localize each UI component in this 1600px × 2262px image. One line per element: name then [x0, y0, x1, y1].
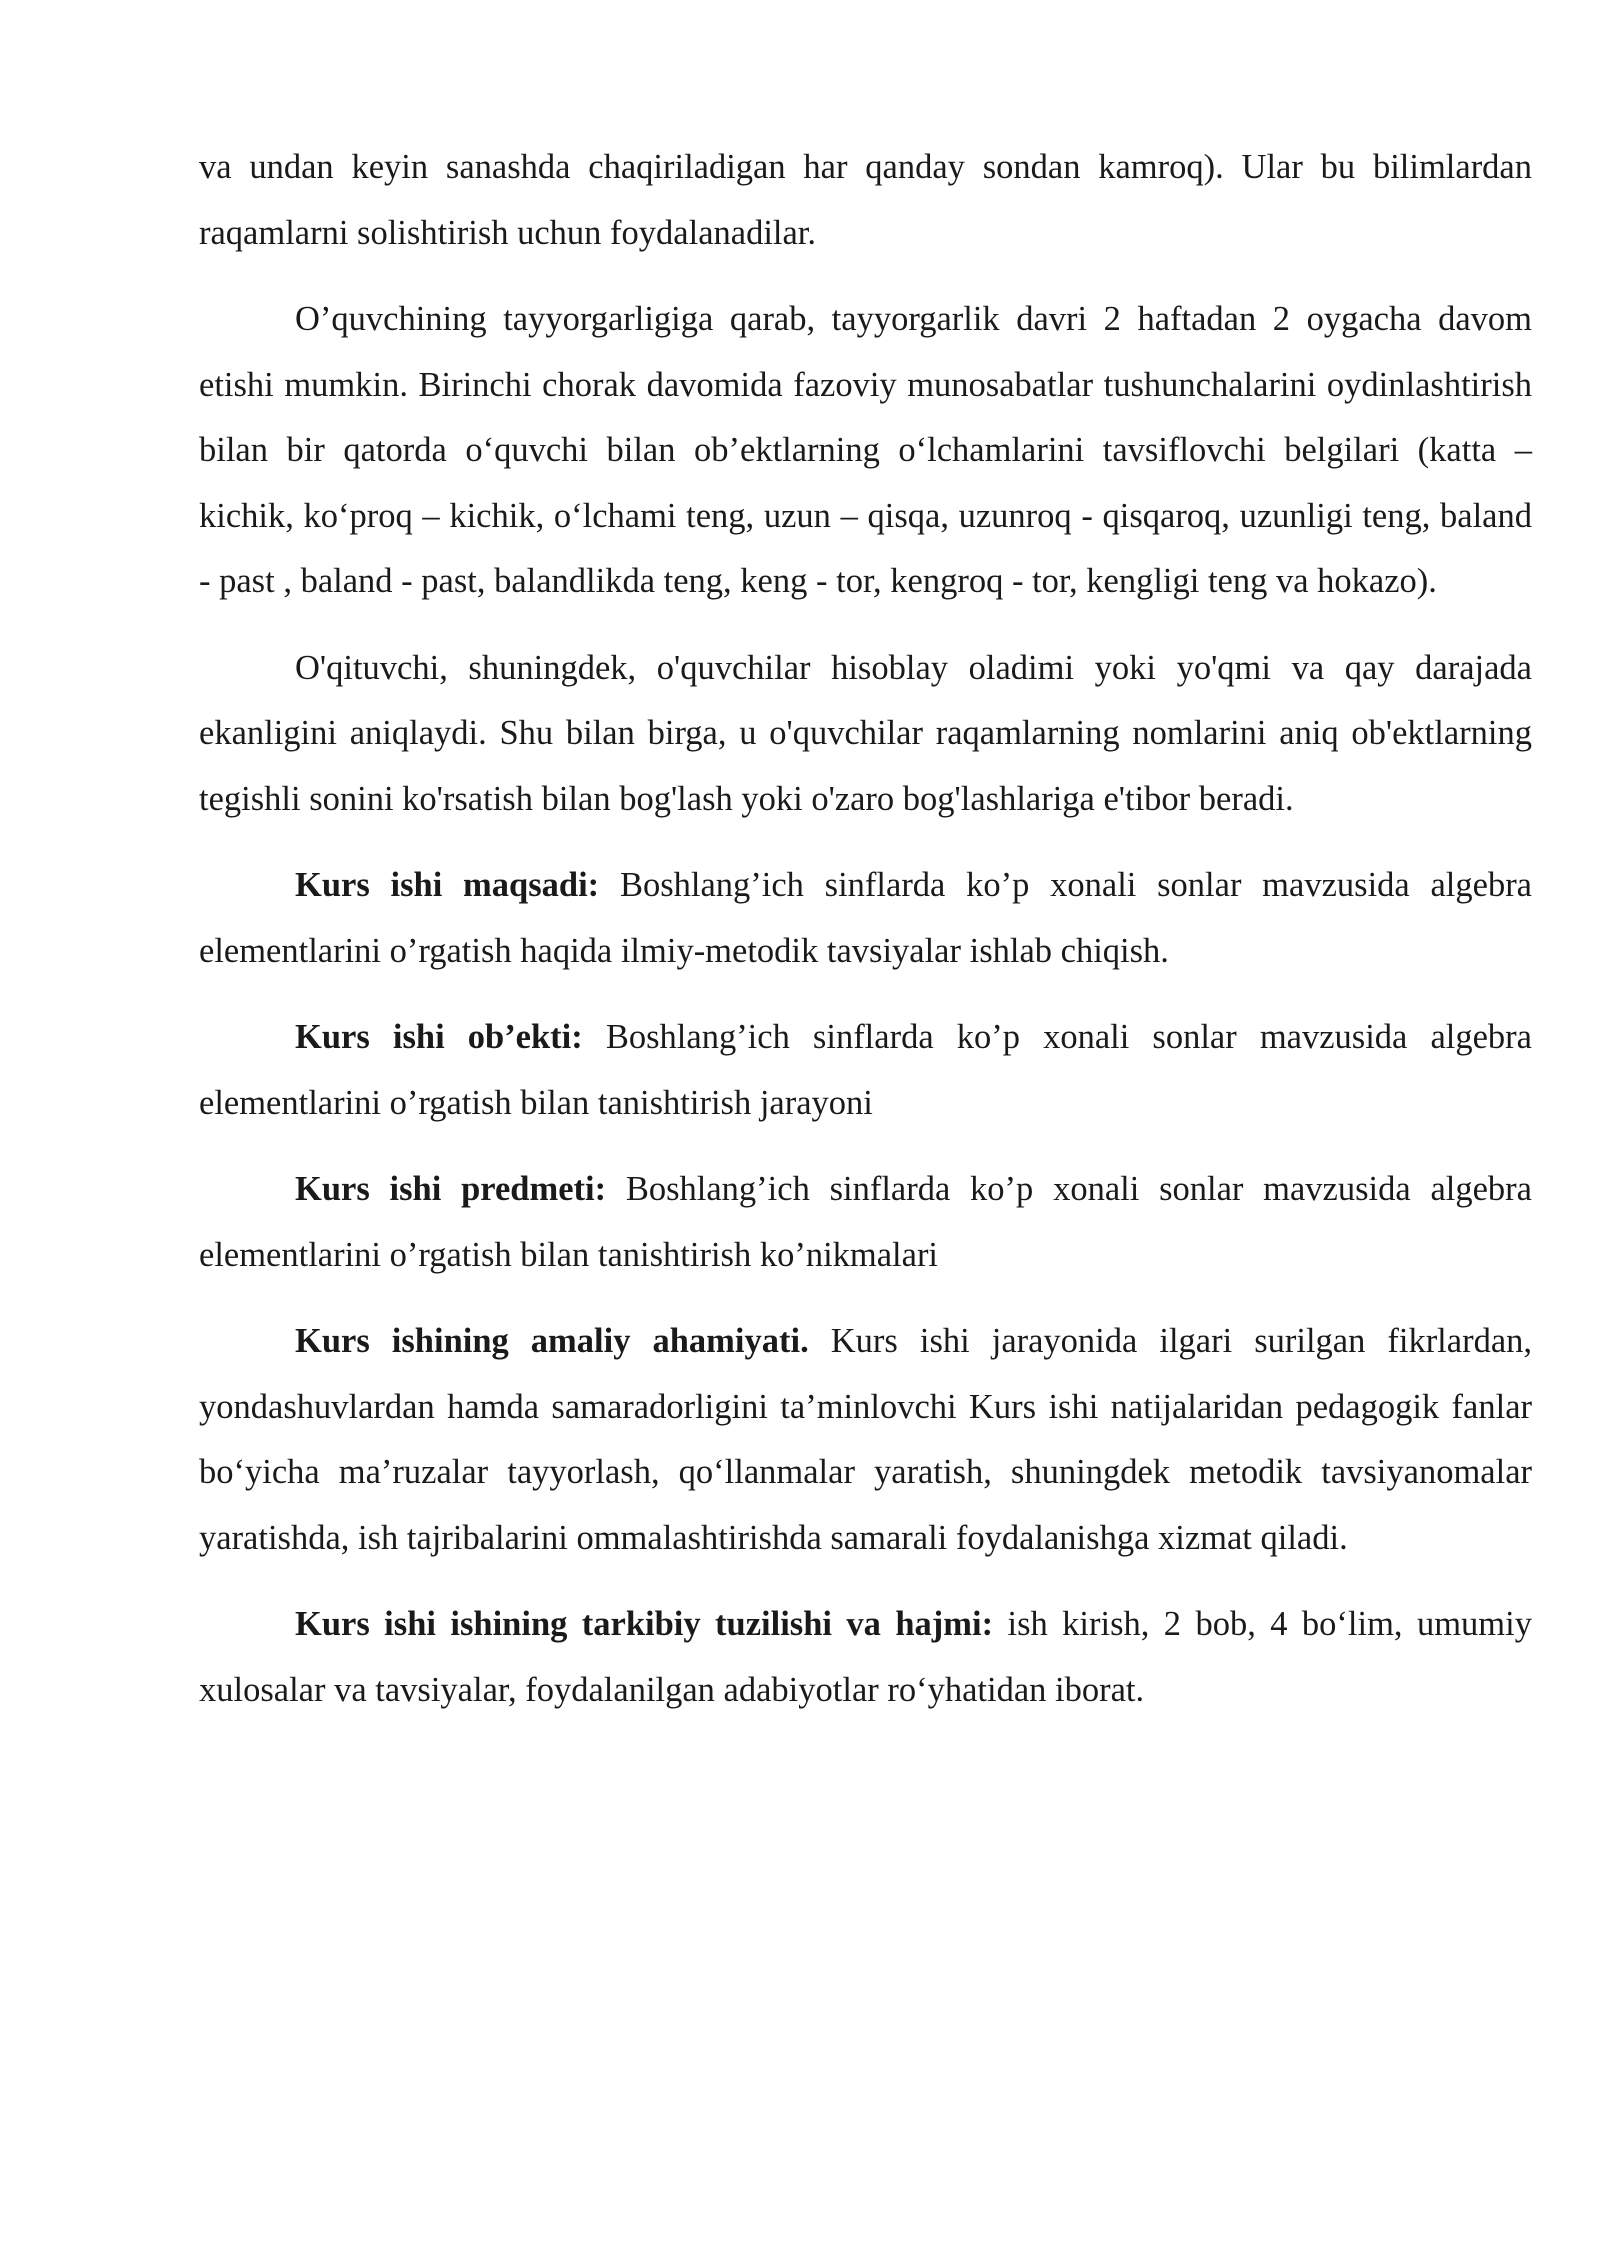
document-page [199, 135, 1532, 1744]
paragraph-label: Kurs ishining amaliy ahamiyati. [295, 1322, 809, 1360]
paragraph-text: O'qituvchi, shuningdek, o'quvchilar hisoblay oladimi yoki yo'qmi va qay darajada ekanligini aniqlaydi. Shu bilan birga, u o'quvchilar raqamlarning nomlarini aniq ob'ektlarning tegishli sonini ko'rsatish bilan bog'lash yoki o'zaro bog'lashlariga e'tibor beradi. [199, 648, 1532, 818]
paragraph-text: ish kirish, 2 bob, 4 bo‘lim, umumiy xulosalar va tavsiyalar, foydalanilgan adabiyotlar ro‘yhatidan iborat. [199, 1605, 1532, 1709]
paragraph-course-subject [199, 1157, 1532, 1288]
paragraph-structure-volume [199, 1592, 1532, 1723]
paragraph-label: Kurs ishi ob’ekti: [295, 1018, 583, 1056]
paragraph-continuation [199, 135, 1532, 266]
paragraph-text: Boshlang’ich sinflarda ko’p xonali sonlar mavzusida algebra elementlarini o’rgatish bilan tanishtirish ko’nikmalari [199, 1170, 1532, 1274]
paragraph-text: Kurs ishi jarayonida ilgari surilgan fikrlardan, yondashuvlardan hamda samaradorligini ta’minlovchi Kurs ishi natijalaridan pedagogik fanlar bo‘yicha ma’ruzalar tayyorlash, qo‘llanmalar yaratish, shuningdek metodik tavsiyanomalar yaratishda, ish tajribalarini ommalashtirishda samarali foydalanishga xizmat qiladi. [199, 1322, 1533, 1557]
paragraph-text: Boshlang’ich sinflarda ko’p xonali sonlar mavzusida algebra elementlarini o’rgatish haqida ilmiy-metodik tavsiyalar ishlab chiqish. [199, 866, 1532, 970]
paragraph-text: va undan keyin sanashda chaqiriladigan har qanday sondan kamroq). Ular bu bilimlardan raqamlarni solishtirish uchun foydalanadilar. [199, 148, 1532, 252]
paragraph-label: Kurs ishi predmeti: [295, 1170, 607, 1208]
paragraph-preparation-period [199, 287, 1532, 615]
paragraph-label: Kurs ishi maqsadi: [295, 866, 600, 904]
paragraph-practical-significance [199, 1309, 1532, 1571]
paragraph-label: Kurs ishi ishining tarkibiy tuzilishi va hajmi: [295, 1605, 994, 1643]
paragraph-text: O’quvchining tayyorgarligiga qarab, tayyorgarlik davri 2 haftadan 2 oygacha davom etishi mumkin. Birinchi chorak davomida fazoviy munosabatlar tushunchalarini oydinlashtirish bilan bir qatorda o‘quvchi bilan ob’ektlarning o‘lchamlarini tavsiflovchi belgilari (katta – kichik, ko‘proq – kichik, o‘lchami teng, uzun – qisqa, uzunroq - qisqaroq, uzunligi teng, baland - past , baland - past, balandlikda teng, keng - tor, kengroq - tor, kengligi teng va hokazo). [199, 300, 1532, 600]
paragraph-course-object [199, 1005, 1532, 1136]
paragraph-course-goal [199, 853, 1532, 984]
paragraph-text: Boshlang’ich sinflarda ko’p xonali sonlar mavzusida algebra elementlarini o’rgatish bilan tanishtirish jarayoni [199, 1018, 1532, 1122]
paragraph-teacher-assessment [199, 636, 1532, 833]
